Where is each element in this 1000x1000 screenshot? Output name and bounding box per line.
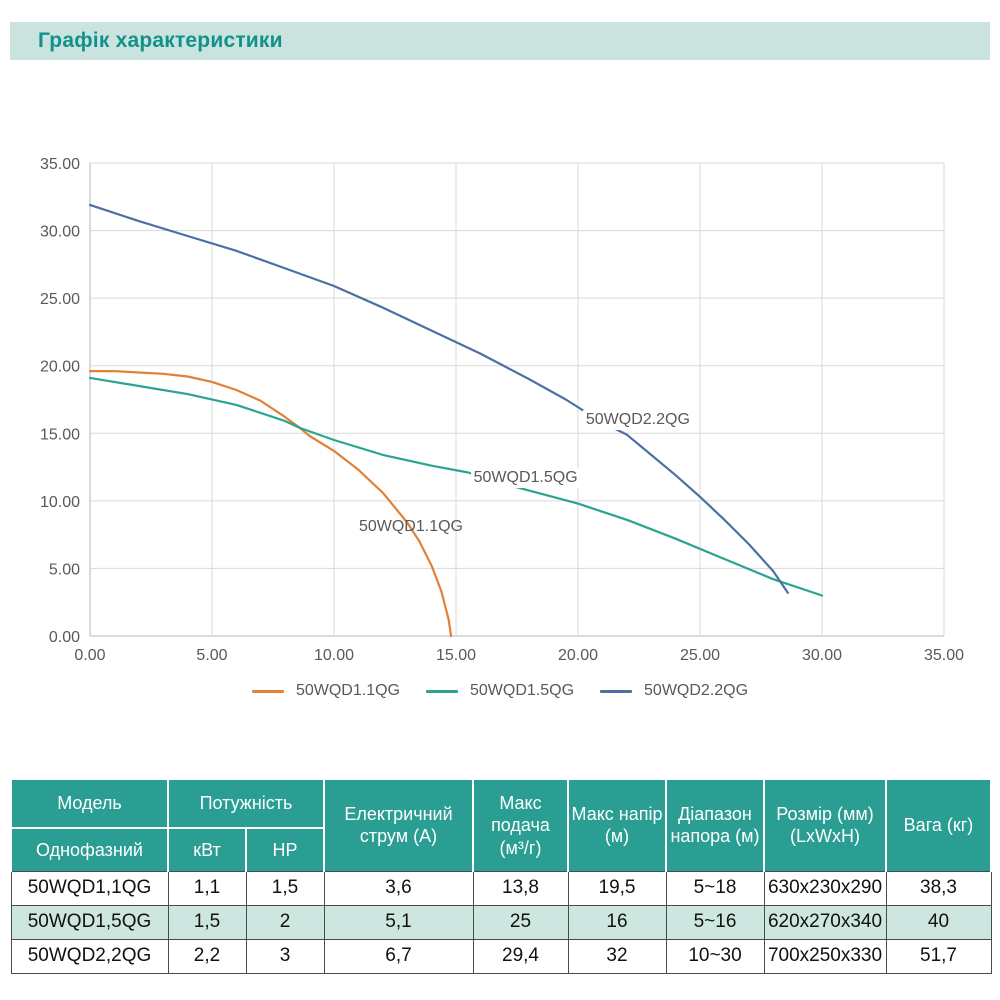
pump-characteristics-chart (0, 120, 1000, 720)
series-label-50WQD1.1QG: 50WQD1.1QG (358, 517, 463, 535)
x-tick-label: 10.00 (313, 647, 355, 664)
col-header-kw: кВт (168, 828, 246, 871)
y-tick-label: 0.00 (48, 629, 80, 646)
cell-current: 3,6 (324, 871, 473, 905)
cell-size: 620x270x340 (764, 905, 886, 939)
col-header-power: Потужність (168, 779, 324, 828)
spec-table (10, 778, 992, 974)
x-tick-label: 20.00 (557, 647, 599, 664)
cell-kw: 2,2 (168, 939, 246, 973)
cell-model: 50WQD2,2QG (11, 939, 168, 973)
y-tick-label: 35.00 (39, 156, 80, 173)
spec-table-header (11, 779, 991, 871)
col-header-max-flow: Макс подача (м³/г) (473, 779, 568, 871)
table-row (11, 939, 991, 973)
legend-line-swatch (426, 690, 458, 693)
x-tick-label: 0.00 (74, 647, 106, 664)
col-header-max-head: Макс напір (м) (568, 779, 666, 871)
series-label-50WQD1.5QG: 50WQD1.5QG (471, 468, 581, 488)
series-label-50WQD2.2QG: 50WQD2.2QG (583, 410, 693, 430)
x-tick-label: 30.00 (801, 647, 843, 664)
y-tick-label: 10.00 (39, 493, 80, 511)
cell-max-head: 19,5 (568, 871, 666, 905)
y-tick-label: 20.00 (39, 358, 80, 376)
x-tick-label: 15.00 (435, 647, 477, 664)
y-tick-label: 15.00 (39, 426, 80, 444)
y-tick-label: 30.00 (39, 223, 80, 241)
col-header-current: Електричний струм (А) (324, 779, 473, 871)
legend-item-50WQD1.1QG (252, 682, 400, 700)
table-row (11, 905, 991, 939)
col-header-size: Розмір (мм) (LxWxH) (764, 779, 886, 871)
legend-label: 50WQD1.5QG (469, 682, 575, 699)
x-tick-label: 25.00 (679, 647, 721, 664)
cell-model: 50WQD1,5QG (11, 905, 168, 939)
cell-current: 5,1 (324, 905, 473, 939)
x-tick-label: 35.00 (923, 647, 965, 664)
cell-size: 630x230x290 (764, 871, 886, 905)
chart-legend (0, 682, 1000, 700)
x-tick-label: 5.00 (196, 647, 228, 664)
cell-max-head: 16 (568, 905, 666, 939)
series-line-50WQD1.1QG (90, 371, 451, 636)
cell-head-range: 5~16 (666, 905, 764, 939)
cell-kw: 1,5 (168, 905, 246, 939)
legend-label: 50WQD2.2QG (644, 682, 749, 699)
legend-item-50WQD2.2QG (600, 682, 748, 700)
legend-line-swatch (252, 690, 284, 693)
cell-head-range: 5~18 (666, 871, 764, 905)
chart-section (0, 120, 1000, 720)
cell-hp: 1,5 (246, 871, 324, 905)
cell-weight: 51,7 (886, 939, 991, 973)
series-line-50WQD2.2QG (90, 205, 788, 593)
legend-line-swatch (600, 690, 632, 693)
y-tick-label: 5.00 (48, 561, 80, 579)
y-tick-label: 25.00 (39, 291, 80, 309)
cell-head-range: 10~30 (666, 939, 764, 973)
cell-current: 6,7 (324, 939, 473, 973)
cell-weight: 40 (886, 905, 991, 939)
cell-kw: 1,1 (168, 871, 246, 905)
cell-hp: 2 (246, 905, 324, 939)
table-row (11, 871, 991, 905)
col-header-hp: HP (246, 828, 324, 871)
cell-max-head: 32 (568, 939, 666, 973)
cell-max-flow: 25 (473, 905, 568, 939)
cell-hp: 3 (246, 939, 324, 973)
legend-item-50WQD1.5QG (426, 682, 574, 700)
col-header-head-range: Діапазон напора (м) (666, 779, 764, 871)
section-title: Графік характеристики (38, 29, 283, 52)
cell-weight: 38,3 (886, 871, 991, 905)
cell-max-flow: 29,4 (473, 939, 568, 973)
cell-model: 50WQD1,1QG (11, 871, 168, 905)
col-header-phase: Однофазний (11, 828, 168, 871)
cell-size: 700x250x330 (764, 939, 886, 973)
col-header-weight: Вага (кг) (886, 779, 991, 871)
col-header-model: Модель (11, 779, 168, 828)
section-title-bar (10, 22, 990, 60)
legend-label: 50WQD1.1QG (295, 682, 400, 699)
cell-max-flow: 13,8 (473, 871, 568, 905)
